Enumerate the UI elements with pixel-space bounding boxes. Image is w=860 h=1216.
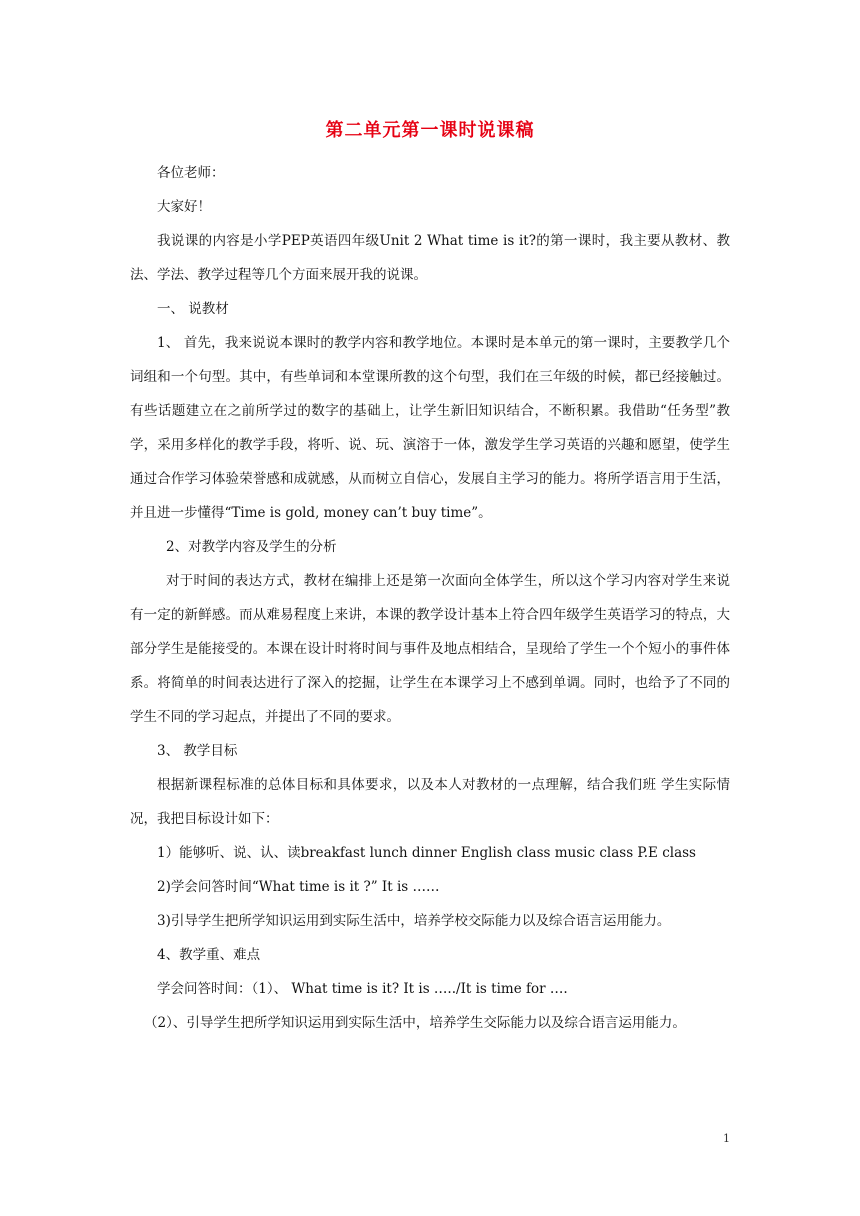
document-title: 第二单元第一课时说课稿: [325, 120, 535, 141]
document-body: [130, 156, 730, 1040]
goal1: 1）能够听、说、认、读breakfast lunch dinner English class music class P.E class: [157, 845, 696, 861]
item3-paragraph: 根据新课程标准的总体目标和具体要求，以及本人对教材的一点理解，结合我们班 学生实际情况，我把目标设计如下：: [130, 777, 730, 827]
intro-paragraph: 我说课的内容是小学PEP英语四年级Unit 2 What time is it?的第一课时，我主要从教材、教法、学法、教学过程等几个方面来展开我的说课。: [130, 233, 730, 283]
goal3: 3)引导学生把所学知识运用到实际生活中，培养学校交际能力以及综合语言运用能力。: [157, 913, 671, 929]
key-point-1: 学会问答时间：（1）、 What time is it? It is …../It is time for ….: [157, 981, 568, 997]
item2-heading: 2、对教学内容及学生的分析: [166, 539, 337, 555]
section1-heading: 一、 说教材: [157, 301, 229, 317]
goal2: 2)学会问答时间“What time is it ?” It is ……: [157, 879, 440, 895]
greeting: 各位老师：: [157, 165, 225, 181]
item3-heading: 3、 教学目标: [157, 743, 238, 759]
item2-paragraph: 对于时间的表达方式，教材在编排上还是第一次面向全体学生，所以这个学习内容对学生来说有一定的新鲜感。而从难易程度上来讲，本课的教学设计基本上符合四年级学生英语学习的特点，大部分学生是能接受的。本课在设计时将时间与事件及地点相结合，呈现给了学生一个个短小的事件体系。将简单的时间表达进行了深入的挖掘，让学生在本课学习上不感到单调。同时，也给予了不同的学生不同的学习起点，并提出了不同的要求。: [130, 573, 730, 725]
page-number: 1: [723, 1132, 730, 1145]
item1-paragraph: 1、 首先，我来说说本课时的教学内容和教学地位。本课时是本单元的第一课时，主要教学几个词组和一个句型。其中，有些单词和本堂课所教的这个句型，我们在三年级的时候，都已经接触过。有些话题建立在之前所学过的数字的基础上，让学生新旧知识结合，不断积累。我借助“任务型”教学，采用多样化的教学手段，将听、说、玩、演溶于一体，激发学生学习英语的兴趣和愿望，使学生通过合作学习体验荣誉感和成就感，从而树立自信心，发展自主学习的能力。将所学语言用于生活，并且进一步懂得“Time is gold, money can’t buy time”。: [130, 335, 730, 521]
hello: 大家好！: [157, 199, 211, 215]
item4-heading: 4、教学重、难点: [157, 947, 261, 963]
key-point-2: （2）、引导学生把所学知识运用到实际生活中，培养学生交际能力以及综合语言运用能力。: [144, 1015, 686, 1031]
